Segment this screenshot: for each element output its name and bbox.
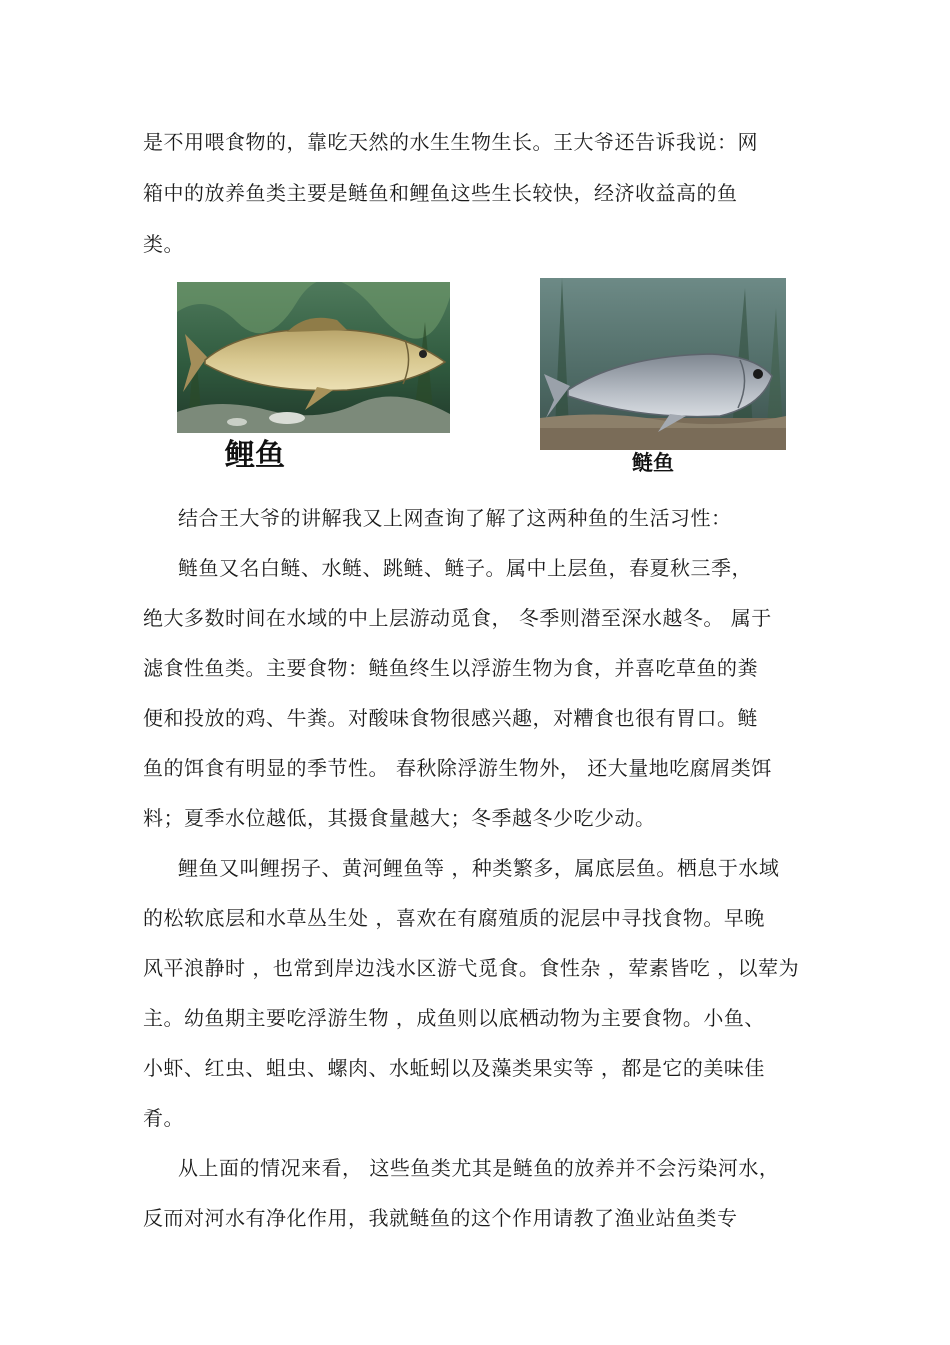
text-line: 的松软底层和水草丛生处 ，喜欢在有腐殖质的泥层中寻找食物。早晚: [143, 906, 765, 930]
text-line: 类。: [143, 232, 184, 256]
text-line: 小虾、红虫、蛆虫、螺肉、水蚯蚓以及藻类果实等 ，都是它的美味佳: [143, 1056, 765, 1080]
text-line: 肴。: [143, 1106, 184, 1130]
text-line: 便和投放的鸡、牛粪。对酸味食物很感兴趣，对糟食也很有胃口。鲢: [143, 706, 758, 730]
text-line: 反而对河水有净化作用，我就鲢鱼的这个作用请教了渔业站鱼类专: [143, 1206, 738, 1230]
text-line: 鱼的饵食有明显的季节性。 春秋除浮游生物外， 还大量地吃腐屑类饵: [143, 756, 772, 780]
text-line: 从上面的情况来看， 这些鱼类尤其是鲢鱼的放养并不会污染河水，: [178, 1156, 780, 1180]
carp-photo: [177, 282, 450, 433]
text-line: 主。幼鱼期主要吃浮游生物 ，成鱼则以底栖动物为主要食物。小鱼、: [143, 1006, 765, 1030]
text-line: 鲢鱼又名白鲢、水鲢、跳鲢、鲢子。属中上层鱼，春夏秋三季，: [178, 556, 752, 580]
text-line: 结合王大爷的讲解我又上网查询了解了这两种鱼的生活习性：: [178, 506, 732, 530]
carp-caption: 鲤鱼: [225, 438, 285, 473]
text-line: 是不用喂食物的，靠吃天然的水生生物生长。王大爷还告诉我说：网: [143, 130, 758, 154]
text-line: 料；夏季水位越低，其摄食量越大；冬季越冬少吃少动。: [143, 806, 656, 830]
silver-carp-photo: [540, 278, 786, 450]
text-line: 滤食性鱼类。主要食物：鲢鱼终生以浮游生物为食，并喜吃草鱼的粪: [143, 656, 758, 680]
text-line: 鲤鱼又叫鲤拐子、黄河鲤鱼等 ，种类繁多，属底层鱼。栖息于水域: [178, 856, 780, 880]
silver-carp-caption: 鲢鱼: [632, 451, 674, 475]
text-line: 绝大多数时间在水域的中上层游动觅食， 冬季则潜至深水越冬。 属于: [143, 606, 772, 630]
text-line: 箱中的放养鱼类主要是鲢鱼和鲤鱼这些生长较快，经济收益高的鱼: [143, 181, 738, 205]
text-line: 风平浪静时 ，也常到岸边浅水区游弋觅食。食性杂 ，荤素皆吃 ，以荤为: [143, 956, 800, 980]
